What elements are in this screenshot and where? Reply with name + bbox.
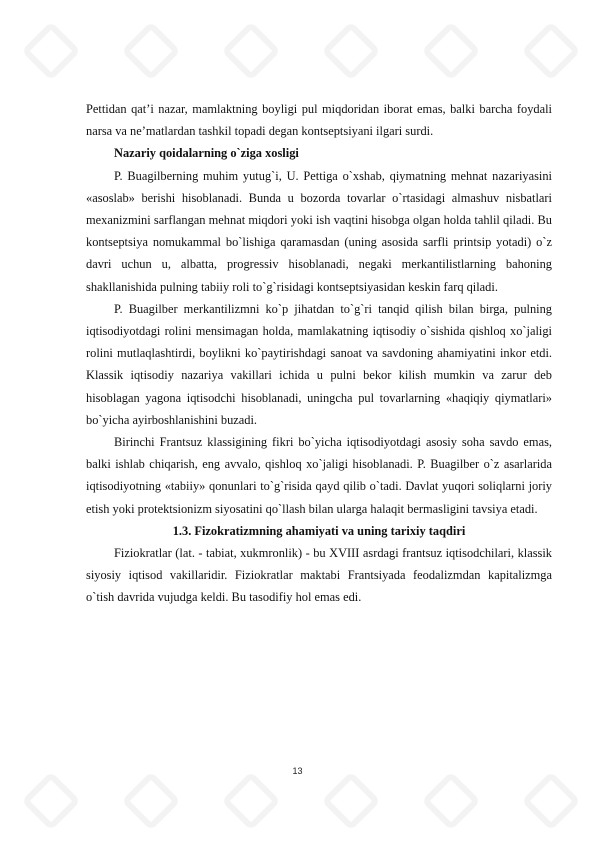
watermark-icon	[21, 21, 80, 80]
watermark-icon	[121, 21, 180, 80]
watermark-icon	[121, 771, 180, 830]
watermark-icon	[321, 21, 380, 80]
paragraph: P. Buagilber merkantilizmni ko`p jihatdan to`g`ri tanqid qilish bilan birga, pulning iqtisodiyotdagi rolini mensimagan holda, mamlakatning iqtisodiy o`sishida qishloq xo`jaligi rolini mutlaqlashtirdi, boylikni ko`paytirishdagi sanoat va savdoning ahamiyatini inkor etdi. Klassik iqtisodiy nazariya vakillari ichida u pulni bekor kilish mumkin va zarur deb hisoblagan yagona iqtisodchi hisoblanadi, uningcha pul tovarlarning «haqiqiy qiymatlari» bo`yicha ayirboshlanishini buzadi.	[86, 301, 552, 427]
document-body	[86, 98, 552, 609]
page-number: 13	[292, 766, 303, 776]
watermark-icon	[521, 21, 580, 80]
section-subheading: Nazariy qoidalarning o`ziga xosligi	[114, 146, 299, 161]
paragraph: Birinchi Frantsuz klassigining fikri bo`yicha iqtisodiyotdagi asosiy soha savdo emas, balki ishlab chiqarish, eng avvalo, qishloq xo`jaligi hisoblanadi. P. Buagilber o`z asarlarida iqtisodiyotning «tabiiy» qonunlari to`g`risida qayd qilib o`tadi. Davlat yuqori soliqlarni joriy etish yoki protektsionizm siyosatini qo`llash bilan ularga halaqit bermasligini tavsiya etadi.	[86, 435, 552, 516]
watermark-icon	[421, 21, 480, 80]
paragraph: Fiziokratlar (lat. - tabiat, xukmronlik) - bu XVIII asrdagi frantsuz iqtisodchilari, klassik siyosiy iqtisod vakillaridir. Fiziokratlar maktabi Frantsiyada feodalizmdan kapitalizmga o`tish davrida vujudga keldi. Bu tasodifiy hol emas edi.	[86, 546, 552, 605]
watermark-icon	[421, 771, 480, 830]
paragraph-continuation: Pettidan qat’i nazar, mamlaktning boyligi pul miqdoridan iborat emas, balki barcha foydali narsa va ne’matlardan tashkil topadi degan kontseptsiyani ilgari surdi.	[86, 102, 552, 139]
section-heading: 1.3. Fizokratizmning ahamiyati va uning tarixiy taqdiri	[172, 523, 466, 538]
watermark-icon	[221, 771, 280, 830]
watermark-icon	[521, 771, 580, 830]
paragraph: P. Buagilberning muhim yutug`i, U. Pettiga o`xshab, qiymatning mehnat nazariyasini «asoslab» berishi hisoblanadi. Bunda u bozorda tovarlar o`rtasidagi almashuv nisbatlari mexanizmini sarflangan mehnat miqdori yoki ish vaqtini hisobga olgan holda tahlil qiladi. Bu kontseptsiya nomukammal bo`lishiga qaramasdan (uning asosida sarfli printsip yotadi) o`z davri uchun u, albatta, progressiv hisoblanadi, negaki merkantilistlarning bahoning shakllanishida pulning tabiiy roli to`g`risidagi kontseptsiyasidan keskin farq qiladi.	[86, 168, 552, 294]
watermark-icon	[21, 771, 80, 830]
watermark-icon	[321, 771, 380, 830]
watermark-icon	[221, 21, 280, 80]
